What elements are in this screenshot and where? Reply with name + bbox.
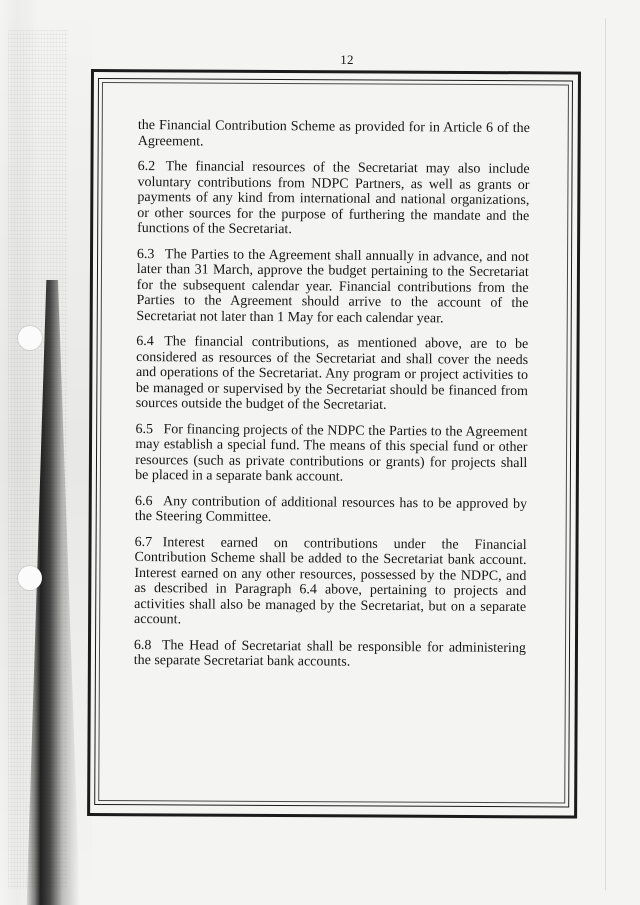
paragraph-number: 6.6 — [134, 493, 153, 509]
paragraph-6-5 — [135, 421, 527, 486]
paragraph-6-4 — [136, 334, 529, 415]
page-number: 12 — [340, 52, 354, 67]
paragraph-6-6 — [135, 493, 527, 527]
paragraph-number: 6.7 — [134, 534, 153, 550]
document-body — [133, 118, 530, 786]
paragraph-number: 6.2 — [137, 158, 156, 175]
paragraph-text: The Parties to the Agreement shall annually in advance, and not later than 31 March, approve the budget pertaining to the Secretariat for the subsequent calendar year. Financial contributions from the Parties to the Agreement should arrive to the account of the Secretariat not later than 1 May for each calendar year. — [136, 246, 529, 326]
paragraph-text: The Head of Secretariat shall be responsible for administering the separate Secretariat bank accounts. — [133, 637, 526, 670]
paragraph-6-3 — [136, 246, 529, 327]
punch-hole-top — [18, 326, 42, 350]
paragraph-number: 6.8 — [133, 637, 152, 653]
paragraph-text: Any contribution of additional resources has to be approved by the Steering Committee. — [134, 493, 528, 526]
paragraph-6-2 — [137, 159, 530, 240]
paragraph-text: The financial contributions, as mentioned above, are to be considered as resources of the Secretariat and shall cover the needs and operations of the Secretariat. Any program or project activities to be managed or supervised by the Secretariat should be financed from sources outside the budget of the Secretariat. — [135, 334, 529, 413]
paragraph-text: Interest earned on contributions under the Financial Contribution Scheme shall be added to the Secretariat bank account. Interest earned on any other resources, possessed by the NDPC, and as described in Paragraph 6.4 above, pertaining to projects and activities shall also be managed by the Secretariat, but on a separate account. — [134, 534, 527, 628]
paragraph-number: 6.5 — [135, 421, 154, 437]
punch-hole-bottom — [18, 566, 42, 590]
paragraph-number: 6.3 — [136, 246, 155, 262]
paragraph-text: The financial resources of the Secretariat may also include voluntary contributions from NDPC Partners, as well as grants or payments of any kind from international and national organizations, or other sources for the purpose of furthering the mandate and the functions of the Secretariat. — [137, 159, 530, 238]
opening-text: the Financial Contribution Scheme as provided for in Article 6 of the Agreement. — [137, 118, 530, 150]
paragraph-text: For financing projects of the NDPC the Parties to the Agreement may establish a special fund. The means of this special fund or other resources (such as private contributions or grants) for projects shall be placed in a separate bank account. — [135, 421, 528, 485]
paragraph-number: 6.4 — [136, 333, 154, 350]
paragraph-6-7 — [134, 534, 527, 630]
paragraph-6-8 — [134, 637, 526, 671]
right-edge-line — [605, 18, 606, 890]
